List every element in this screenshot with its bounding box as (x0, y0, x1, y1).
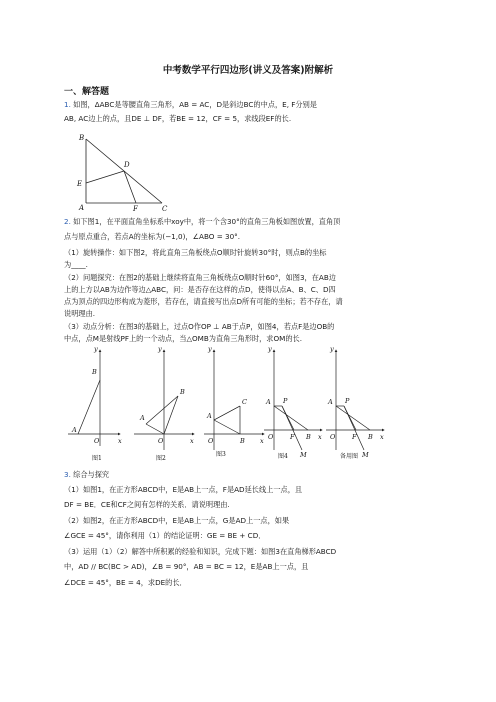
q2-caption-1: 图1 (92, 455, 102, 462)
q2-fig3 (204, 350, 264, 450)
q3-line-6: （3）运用（1）（2）解答中所积累的经验和知识，完成下题：如图3在直角梯形ABCD (64, 547, 337, 556)
q2-fig2-x: x (190, 437, 194, 445)
q2-line-1 (64, 216, 434, 227)
q2-backup-a: A (328, 398, 333, 406)
q2-figures (64, 346, 444, 464)
q2-caption-5: 备用图 (340, 453, 359, 460)
q2-fig4-y: y (268, 346, 272, 353)
q2-fig1-b: B (92, 368, 97, 376)
q1-segment-de (86, 171, 124, 183)
q2-fig2-a: A (140, 414, 145, 422)
q2-line-7: 点为顶点的四边形构成为菱形，若存在，请直接写出点D所有可能的坐标；若不存在，请 (64, 297, 343, 306)
q2-fig2-o: O (158, 437, 164, 445)
q2-fig3-y: y (208, 346, 212, 353)
q2-text-1: 如下图1，在平面直角坐标系中xoy中，将一个含30°的直角三角板如图放置，直角顶 (73, 217, 341, 226)
q1-text-1: 如图，ΔABC是等腰直角三角形，AB = AC，D是斜边BC的中点，E, F分别是 (73, 100, 317, 109)
q2-fig1-y: y (94, 346, 98, 353)
q2-fig3-c: C (242, 398, 247, 406)
q3-line-4: （2）如图2，在正方形ABCD中，E是AB上一点，G是AD上一点，如果 (64, 516, 290, 525)
q3-line-5: ∠GCE = 45°，请你利用（1）的结论证明：GE = BE + CD． (64, 531, 266, 540)
q2-fig3-x: x (260, 437, 264, 445)
q1-label-f: F (133, 205, 138, 213)
q2-fig4-a: A (266, 398, 271, 406)
q2-line-10: 中点，点M是射线PF上的一个动点，当△OMB为直角三角形时，求OM的长. (64, 334, 303, 343)
q3-text-1: 综合与探究 (73, 470, 110, 479)
q2-fig4-m: M (300, 451, 307, 459)
q2-caption-2: 图2 (156, 455, 166, 462)
q1-figure (72, 131, 172, 213)
q2-backup-m: M (362, 451, 369, 459)
q2-backup-y: y (330, 346, 334, 353)
q1-line-2: AB, AC边上的点，且DE ⊥ DF，若BE = 12，CF = 5，求线段EF的长. (64, 114, 292, 123)
q3-line-1 (64, 469, 434, 480)
q2-fig4-p: P (283, 397, 288, 405)
q2-fig2-y: y (158, 346, 162, 353)
q2-backup-f: F (352, 433, 357, 441)
q1-label-a: A (79, 204, 85, 212)
q2-backup-o: O (330, 433, 336, 441)
q2-caption-4: 图4 (278, 453, 288, 460)
q3-line-3: DF = BE．CE和CF之间有怎样的关系．请说明理由. (64, 500, 230, 509)
q1-label-c: C (162, 205, 168, 213)
q2-backup-b: B (368, 433, 373, 441)
q3-line-7: 中，AD // BC(BC > AD)，∠B = 90°，AB = BC = 12，E是AB上一点，且 (64, 562, 309, 571)
q2-fig4-b: B (306, 433, 311, 441)
q1-label-e: E (77, 180, 83, 188)
q2-line-9: （3）动点分析：在图3的基础上，过点O作OP ⊥ AB于点P，如图4，若点F是边OB的 (64, 322, 335, 331)
q2-line-2: 点与原点重合，若点A的坐标为(−1,0)，∠ABO = 30°. (64, 232, 241, 241)
q2-fig1-x: x (118, 437, 122, 445)
section-heading: 一、解答题 (64, 87, 110, 97)
q3-number: 3. (64, 470, 71, 479)
q2-backup-p: P (345, 397, 350, 405)
q2-fig3-a: A (207, 412, 212, 420)
q1-number: 1. (64, 100, 71, 109)
q1-line-1 (64, 99, 434, 110)
q2-line-5: （2）问题探究：在图2的基础上继续将直角三角板绕点O顺时针60°，如图3，在AB边 (64, 273, 336, 282)
q2-fig1-a: A (72, 426, 77, 434)
q3-line-8: ∠DCE = 45°，BE = 4，求DE的长． (64, 578, 187, 587)
q2-fig1-o: O (94, 437, 100, 445)
q3-line-2: （1）如图1，在正方形ABCD中，E是AB上一点，F是AD延长线上一点，且 (64, 485, 303, 494)
q2-fig4-o: O (268, 433, 274, 441)
q2-line-6: 上的上方以AB为边作等边△ABC，问：是否存在这样的点D，使得以点A、B、C、D四 (64, 285, 336, 294)
q1-label-b: B (79, 134, 85, 142)
page-title: 中考数学平行四边形(讲义及答案)附解析 (162, 65, 334, 76)
q2-backup-x: x (380, 433, 384, 441)
q1-label-d: D (124, 161, 130, 169)
q2-fig3-b: B (240, 437, 245, 445)
q2-line-4: 为____. (64, 260, 88, 269)
q2-fig4-x: x (318, 433, 322, 441)
q2-number: 2. (64, 217, 71, 226)
q2-fig4-f: F (290, 433, 295, 441)
q2-fig3-o: O (208, 437, 214, 445)
q2-line-3: （1）旋转操作：如下图2，将此直角三角板绕点O顺时针旋转30°时，则点B的坐标 (64, 248, 327, 257)
q2-caption-3: 图3 (216, 451, 226, 458)
q2-fig2 (134, 350, 194, 450)
q2-fig2-b: B (180, 388, 185, 396)
q2-line-8: 说明理由. (64, 309, 96, 318)
